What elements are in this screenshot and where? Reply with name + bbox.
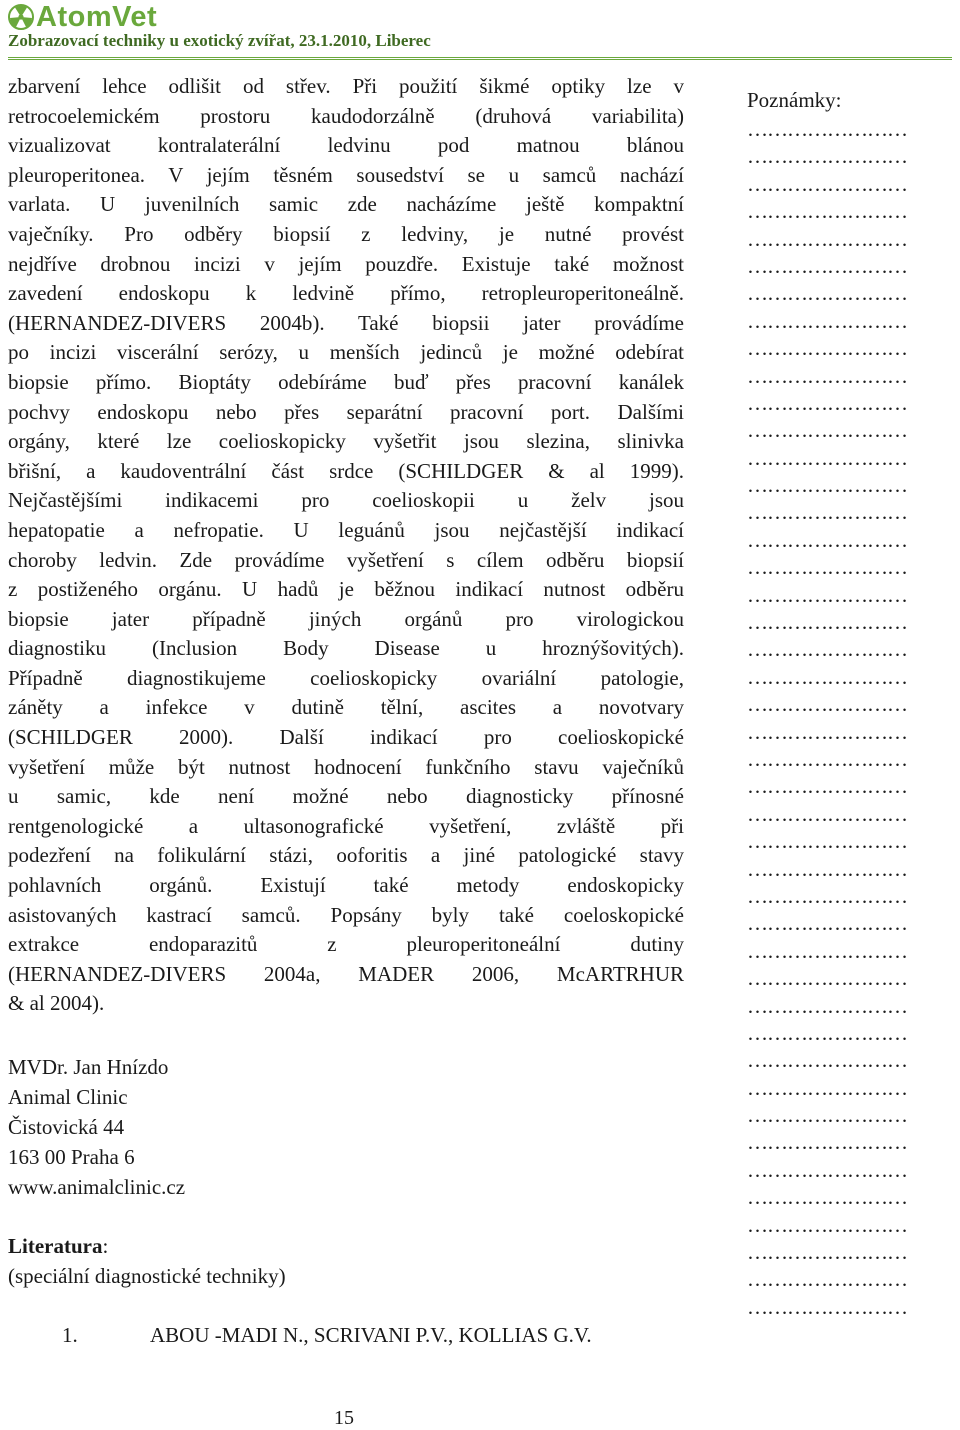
reference-item xyxy=(62,1320,592,1350)
notes-dotted-line: …………………… xyxy=(747,527,907,552)
notes-dotted-line: …………………… xyxy=(747,610,907,635)
notes-dotted-line: …………………… xyxy=(747,911,907,936)
body-line: vaječníky. Pro odběry biopsií z ledviny, je nutné provést xyxy=(8,221,684,246)
body-line: Nejčastějšími indikacemi pro coelioskopii u želv jsou xyxy=(8,488,684,513)
logo-text: AtomVet xyxy=(36,1,158,33)
body-line: (HERNANDEZ-DIVERS 2004b). Také biopsii jater provádíme xyxy=(8,310,684,335)
body-text xyxy=(8,72,684,1019)
body-line: retrocoelemickém prostoru kaudodorzálně (druhová variabilita) xyxy=(8,103,684,128)
notes-dotted-line: …………………… xyxy=(747,363,907,388)
notes-dotted-line: …………………… xyxy=(747,856,907,881)
notes-dotted-line: …………………… xyxy=(747,390,907,415)
notes-dotted-line: …………………… xyxy=(747,1185,907,1210)
notes-dotted-line: …………………… xyxy=(747,1103,907,1128)
body-line: extrakce endoparazitů z pleuroperitoneální dutiny xyxy=(8,932,684,957)
notes-column xyxy=(747,86,957,1321)
notes-dotted-line: …………………… xyxy=(747,144,907,169)
body-line: podezření na folikulární stázi, ooforitis a jiné patologické stavy xyxy=(8,843,684,868)
notes-dotted-line: …………………… xyxy=(747,253,907,278)
reference-text: ABOU -MADI N., SCRIVANI P.V., KOLLIAS G.V. xyxy=(150,1323,592,1347)
notes-dotted-line: …………………… xyxy=(747,117,907,141)
literature-heading xyxy=(8,1231,108,1261)
notes-dotted-line: …………………… xyxy=(747,746,907,771)
notes-dotted-line: …………………… xyxy=(747,336,907,361)
body-line: pleuroperitonea. V jejím těsném sousedství se u samců nachází xyxy=(8,162,684,187)
notes-dotted-line: …………………… xyxy=(747,281,907,306)
notes-dotted-line: …………………… xyxy=(747,171,907,196)
atomvet-logo xyxy=(8,2,157,32)
notes-dotted-line: …………………… xyxy=(747,692,907,717)
body-line: diagnostiku (Inclusion Body Disease u hroznýšovitých). xyxy=(8,636,684,661)
body-line: & al 2004). xyxy=(8,991,105,1016)
reference-number: 1. xyxy=(62,1323,78,1347)
notes-lines xyxy=(747,116,957,1321)
header-subtitle: Zobrazovací techniky u exotický zvířat, 23.1.2010, Liberec xyxy=(8,31,431,50)
page-number: 15 xyxy=(334,1407,354,1429)
body-line: hepatopatie a nefropatie. U leguánů jsou nejčastější indikací xyxy=(8,517,684,542)
body-line: vizualizovat kontralaterální ledvinu pod matnou blánou xyxy=(8,133,684,158)
body-line: nejdříve drobnou incizi v jejím pouzdře. Existuje také možnost xyxy=(8,251,684,276)
notes-dotted-line: …………………… xyxy=(747,555,907,580)
notes-dotted-line: …………………… xyxy=(747,1267,907,1292)
notes-dotted-line: …………………… xyxy=(747,1157,907,1182)
notes-dotted-line: …………………… xyxy=(747,418,907,443)
notes-dotted-line: …………………… xyxy=(747,500,907,525)
notes-dotted-line: …………………… xyxy=(747,966,907,991)
notes-dotted-line: …………………… xyxy=(747,993,907,1018)
author-name: MVDr. Jan Hnízdo xyxy=(8,1055,169,1079)
notes-dotted-line: …………………… xyxy=(747,1294,907,1319)
body-line: z postiženého orgánu. U hadů je běžnou indikací nutnost odběru xyxy=(8,577,684,602)
body-line: orgány, které lze coelioskopicky vyšetřit jsou slezina, slinivka xyxy=(8,429,684,454)
notes-dotted-line: …………………… xyxy=(747,308,907,333)
header-divider xyxy=(8,57,952,58)
body-line: rentgenologické a ultasonografické vyšetření, zvláště při xyxy=(8,813,684,838)
body-line: biopsie jater případně jiných orgánů pro virologickou xyxy=(8,606,684,631)
author-website: www.animalclinic.cz xyxy=(8,1175,186,1199)
literature-subtitle: (speciální diagnostické techniky) xyxy=(8,1264,286,1288)
notes-dotted-line: …………………… xyxy=(747,1240,907,1265)
literature-colon: : xyxy=(102,1234,109,1258)
notes-dotted-line: …………………… xyxy=(747,938,907,963)
author-clinic: Animal Clinic xyxy=(8,1085,128,1109)
body-line: u samic, kde není možné nebo diagnosticky přínosné xyxy=(8,784,684,809)
notes-dotted-line: …………………… xyxy=(747,719,907,744)
body-line: (HERNANDEZ-DIVERS 2004a, MADER 2006, McARTRHUR xyxy=(8,961,684,986)
notes-dotted-line: …………………… xyxy=(747,801,907,826)
notes-dotted-line: …………………… xyxy=(747,1020,907,1045)
body-line: vyšetření může být nutnost hodnocení funkčního stavu vaječníků xyxy=(8,754,684,779)
body-line: varlata. U juvenilních samic zde nacházíme ještě kompaktní xyxy=(8,192,684,217)
notes-dotted-line: …………………… xyxy=(747,1075,907,1100)
radiation-icon xyxy=(8,4,34,30)
notes-dotted-line: …………………… xyxy=(747,226,907,251)
body-line: Případně diagnostikujeme coelioskopicky ovariální patologie, xyxy=(8,665,684,690)
notes-dotted-line: …………………… xyxy=(747,637,907,662)
notes-dotted-line: …………………… xyxy=(747,664,907,689)
author-city: 163 00 Praha 6 xyxy=(8,1145,135,1169)
notes-dotted-line: …………………… xyxy=(747,829,907,854)
notes-dotted-line: …………………… xyxy=(747,774,907,799)
notes-dotted-line: …………………… xyxy=(747,473,907,498)
notes-dotted-line: …………………… xyxy=(747,1130,907,1155)
body-line: pohlavních orgánů. Existují také metody endoskopicky xyxy=(8,873,684,898)
body-line: břišní, a kaudoventrální část srdce (SCHILDGER & al 1999). xyxy=(8,458,684,483)
notes-dotted-line: …………………… xyxy=(747,883,907,908)
notes-dotted-line: …………………… xyxy=(747,445,907,470)
notes-label: Poznámky: xyxy=(747,88,842,112)
body-line: zbarvení lehce odlišit od střev. Při použití šikmé optiky lze v xyxy=(8,74,684,98)
notes-dotted-line: …………………… xyxy=(747,582,907,607)
author-block xyxy=(8,1052,185,1202)
body-line: choroby ledvin. Zde provádíme vyšetření s cílem odběru biopsií xyxy=(8,547,684,572)
body-line: záněty a infekce v dutině tělní, ascites a novotvary xyxy=(8,695,684,720)
body-line: zavedení endoskopu k ledvině přímo, retropleuroperitoneálně. xyxy=(8,281,684,306)
body-line: po incizi viscerální serózy, u menších jedinců je možné odebírat xyxy=(8,340,684,365)
literature-title: Literatura xyxy=(8,1234,103,1258)
body-line: biopsie přímo. Bioptáty odebíráme buď přes pracovní kanálek xyxy=(8,369,684,394)
notes-dotted-line: …………………… xyxy=(747,199,907,224)
body-line: pochvy endoskopu nebo přes separátní pracovní port. Dalšími xyxy=(8,399,684,424)
notes-dotted-line: …………………… xyxy=(747,1048,907,1073)
author-street: Čistovická 44 xyxy=(8,1115,125,1139)
body-line: (SCHILDGER 2000). Další indikací pro coelioskopické xyxy=(8,725,684,750)
body-line: asistovaných kastrací samců. Popsány byly také coeloskopické xyxy=(8,902,684,927)
header-divider-secondary xyxy=(8,59,952,60)
notes-dotted-line: …………………… xyxy=(747,1212,907,1237)
